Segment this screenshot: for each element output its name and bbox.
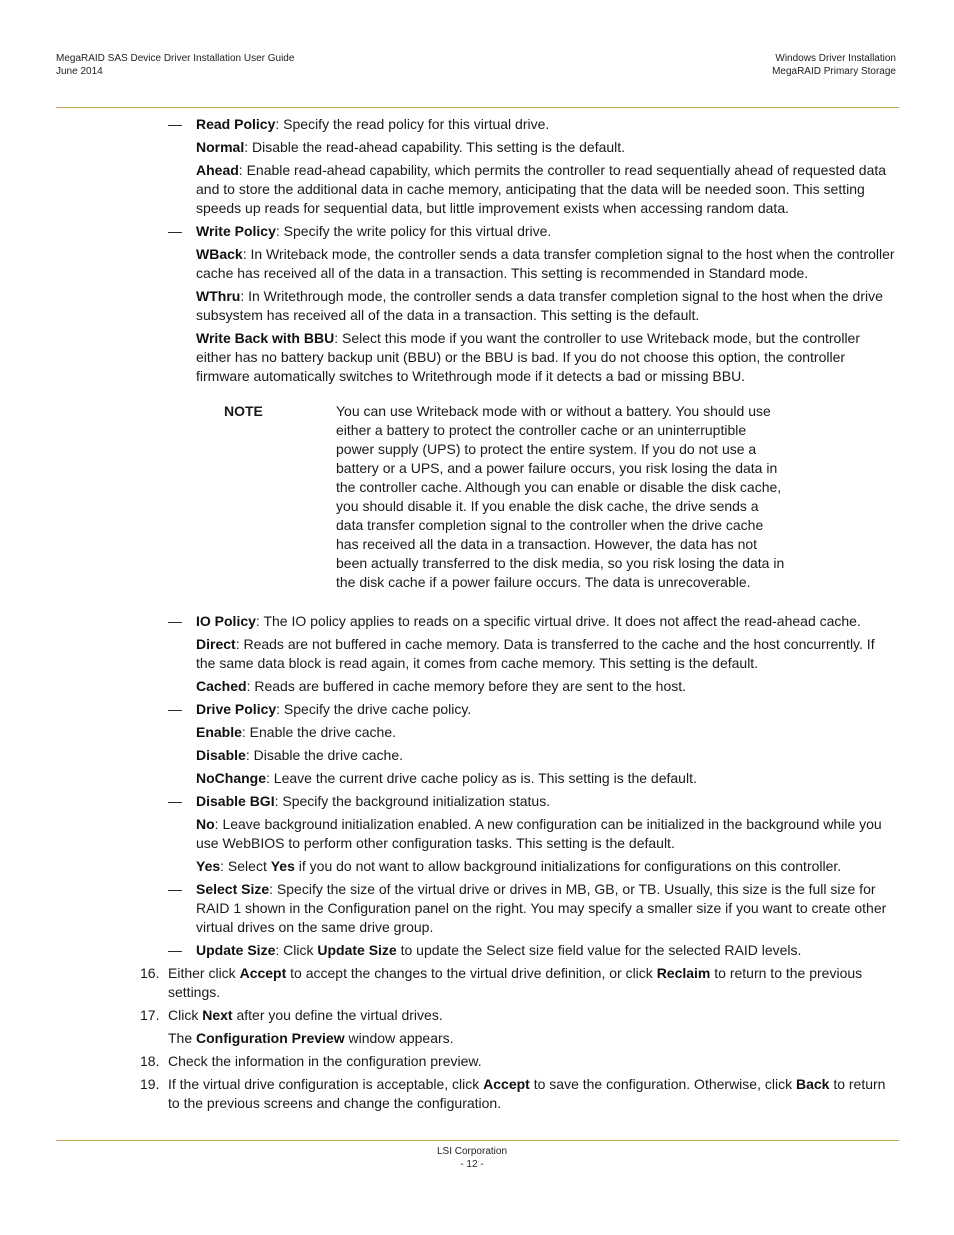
next-term: Next — [202, 1007, 233, 1023]
doc-title: MegaRAID SAS Device Driver Installation User Guide — [56, 53, 295, 64]
note-block — [0, 400, 954, 608]
accept-term: Accept — [483, 1076, 530, 1092]
ahead-text: : Enable read-ahead capability, which permits the controller to read sequentially ahead of requested data and to store the additional data in cache memory, anticipating that the data will be needed soon. This setting speeds up reads for sequential data, but little improvement exists when accessing random data. — [196, 162, 887, 216]
step-16-pre: Either click — [168, 965, 240, 981]
wback-term: WBack — [196, 246, 243, 262]
accept-term: Accept — [239, 965, 287, 981]
bgi-yes-option — [196, 857, 896, 876]
step-17-result-post: window appears. — [344, 1030, 454, 1046]
cached-option — [196, 677, 896, 696]
step-19-mid: to save the configuration. Otherwise, click — [529, 1076, 796, 1092]
disable-term: Disable — [196, 747, 246, 763]
step-number: 19. — [140, 1076, 160, 1092]
drive-policy-term: Drive Policy — [196, 701, 277, 717]
wback-option — [196, 245, 896, 283]
section-title: MegaRAID Primary Storage — [772, 65, 896, 77]
step-16-post: to return to the previous settings. — [168, 965, 863, 1000]
bgi-no-text: : Leave background initialization enabled. A new configuration can be initialized in the background while you use WebBIOS to perform other configuration tasks. This setting is the default. — [196, 816, 882, 851]
write-policy-item — [168, 222, 896, 241]
drive-policy-item — [168, 700, 896, 719]
doc-date: June 2014 — [56, 65, 103, 77]
step-number: 18. — [140, 1053, 160, 1069]
bullet-dash: — — [168, 881, 182, 897]
footer-rule — [56, 1140, 899, 1141]
nochange-term: NoChange — [196, 770, 266, 786]
bgi-yes-post: if you do not want to allow background initializations for configurations on this controller. — [294, 858, 842, 874]
bgi-yes-bold: Yes — [270, 858, 295, 874]
read-policy-item — [168, 115, 896, 134]
update-size-term: Update Size — [196, 942, 276, 958]
normal-term: Normal — [196, 139, 245, 155]
back-term: Back — [795, 1076, 830, 1092]
enable-option — [196, 723, 896, 742]
bullet-dash: — — [168, 613, 182, 629]
wback-text: : In Writeback mode, the controller sends a data transfer completion signal to the host when the controller cache has received all of the data in a transaction. This setting is recommended in Standard mode. — [196, 246, 895, 281]
disable-option — [196, 746, 896, 765]
page-footer — [0, 1146, 944, 1171]
page-header-left — [56, 53, 294, 78]
write-policy-term: Write Policy — [196, 223, 276, 239]
step-number: 16. — [140, 965, 160, 981]
bgi-no-term: No — [196, 816, 215, 832]
bullet-dash: — — [168, 793, 182, 809]
bullet-dash: — — [168, 942, 182, 958]
ahead-term: Ahead — [196, 162, 239, 178]
wback-bbu-text: : Select this mode if you want the controller to use Writeback mode, but the controller either has no battery backup unit (BBU) or the BBU is bad. If you do not choose this option, the controller firmware automatically switches to Writethrough mode if it detects a bad or missing BBU. — [196, 330, 860, 384]
chapter-title: Windows Driver Installation — [775, 53, 896, 64]
wthru-term: WThru — [196, 288, 241, 304]
nochange-option — [196, 769, 896, 788]
cached-text: : Reads are buffered in cache memory before they are sent to the host. — [246, 678, 687, 694]
cached-term: Cached — [196, 678, 247, 694]
disable-text: : Disable the drive cache. — [245, 747, 404, 763]
step-19-post: to return to the previous screens and change the configuration. — [168, 1076, 886, 1111]
drive-policy-text: : Specify the drive cache policy. — [276, 701, 472, 717]
enable-term: Enable — [196, 724, 242, 740]
direct-text: : Reads are not buffered in cache memory. Data is transferred to the cache and the host concurrently. If the same data block is read again, it comes from cache memory. This setting is the default. — [196, 636, 875, 671]
step-16 — [140, 964, 896, 1002]
select-size-term: Select Size — [196, 881, 270, 897]
io-policy-item — [168, 612, 896, 631]
bullet-dash: — — [168, 223, 182, 239]
disable-bgi-term: Disable BGI — [196, 793, 275, 809]
select-size-item — [168, 880, 896, 937]
page-header-right — [772, 53, 896, 78]
wback-bbu-option — [196, 329, 896, 386]
bgi-yes-term: Yes — [196, 858, 221, 874]
page-number: - 12 - — [460, 1158, 484, 1170]
nochange-text: : Leave the current drive cache policy as is. This setting is the default. — [266, 770, 697, 786]
wthru-text: : In Writethrough mode, the controller sends a data transfer completion signal to the host when the drive subsystem has received all of the data in a transaction. This setting is the default. — [196, 288, 883, 323]
step-16-mid: to accept the changes to the virtual drive definition, or click — [286, 965, 657, 981]
configuration-preview-term: Configuration Preview — [196, 1030, 345, 1046]
update-size-item — [168, 941, 896, 960]
step-17 — [140, 1006, 896, 1025]
step-19 — [140, 1075, 896, 1113]
step-17-post: after you define the virtual drives. — [232, 1007, 443, 1023]
select-size-text: : Specify the size of the virtual drive or drives in MB, GB, or TB. Usually, this size is the full size for RAID 1 shown in the Configuration panel on the right. You may specify a smaller size if you want to create other virtual drives on the same drive group. — [196, 881, 887, 935]
bgi-no-option — [196, 815, 896, 853]
io-policy-text: : The IO policy applies to reads on a specific virtual drive. It does not affect the read-ahead cache. — [255, 613, 861, 629]
write-policy-text: : Specify the write policy for this virtual drive. — [275, 223, 552, 239]
read-policy-term: Read Policy — [196, 116, 276, 132]
page-body — [0, 115, 954, 1117]
normal-option — [196, 138, 896, 157]
direct-option — [196, 635, 896, 673]
wthru-option — [196, 287, 896, 325]
step-18-text: Check the information in the configuration preview. — [168, 1053, 482, 1069]
step-18 — [140, 1052, 896, 1071]
disable-bgi-item — [168, 792, 896, 811]
note-text: You can use Writeback mode with or without a battery. You should use either a battery to protect the controller cache or an uninterruptible power supply (UPS) to protect the entire system. If you do not use a battery or a UPS, and a power failure occurs, you risk losing the data in the controller cache. Although you can enable or disable the disk cache, you should disable it. If you enable the disk cache, the drive sends a data transfer completion signal to the controller when the drive cache has received all the data in a transaction. However, the data has not been actually transferred to the disk media, so you risk losing the data in the disk cache if a power failure occurs. The data is unrecoverable. — [336, 403, 785, 590]
ahead-option — [196, 161, 896, 218]
bgi-yes-pre: : Select — [220, 858, 271, 874]
step-17-result-pre: The — [168, 1030, 197, 1046]
wback-bbu-term: Write Back with BBU — [196, 330, 335, 346]
disable-bgi-text: : Specify the background initialization status. — [274, 793, 551, 809]
io-policy-term: IO Policy — [196, 613, 256, 629]
update-size-bold: Update Size — [317, 942, 397, 958]
step-19-pre: If the virtual drive configuration is acceptable, click — [168, 1076, 484, 1092]
read-policy-text: : Specify the read policy for this virtual drive. — [275, 116, 550, 132]
note-label: NOTE — [224, 403, 263, 419]
normal-text: : Disable the read-ahead capability. This setting is the default. — [244, 139, 626, 155]
bullet-dash: — — [168, 701, 182, 717]
bullet-dash: — — [168, 116, 182, 132]
footer-company: LSI Corporation — [436, 1146, 508, 1157]
step-17-result — [168, 1029, 896, 1048]
update-size-post: to update the Select size field value for the selected RAID levels. — [396, 942, 802, 958]
step-17-pre: Click — [168, 1007, 203, 1023]
reclaim-term: Reclaim — [656, 965, 711, 981]
enable-text: : Enable the drive cache. — [241, 724, 397, 740]
direct-term: Direct — [196, 636, 236, 652]
header-rule — [56, 107, 899, 108]
update-size-pre: : Click — [275, 942, 318, 958]
step-number: 17. — [140, 1007, 160, 1023]
